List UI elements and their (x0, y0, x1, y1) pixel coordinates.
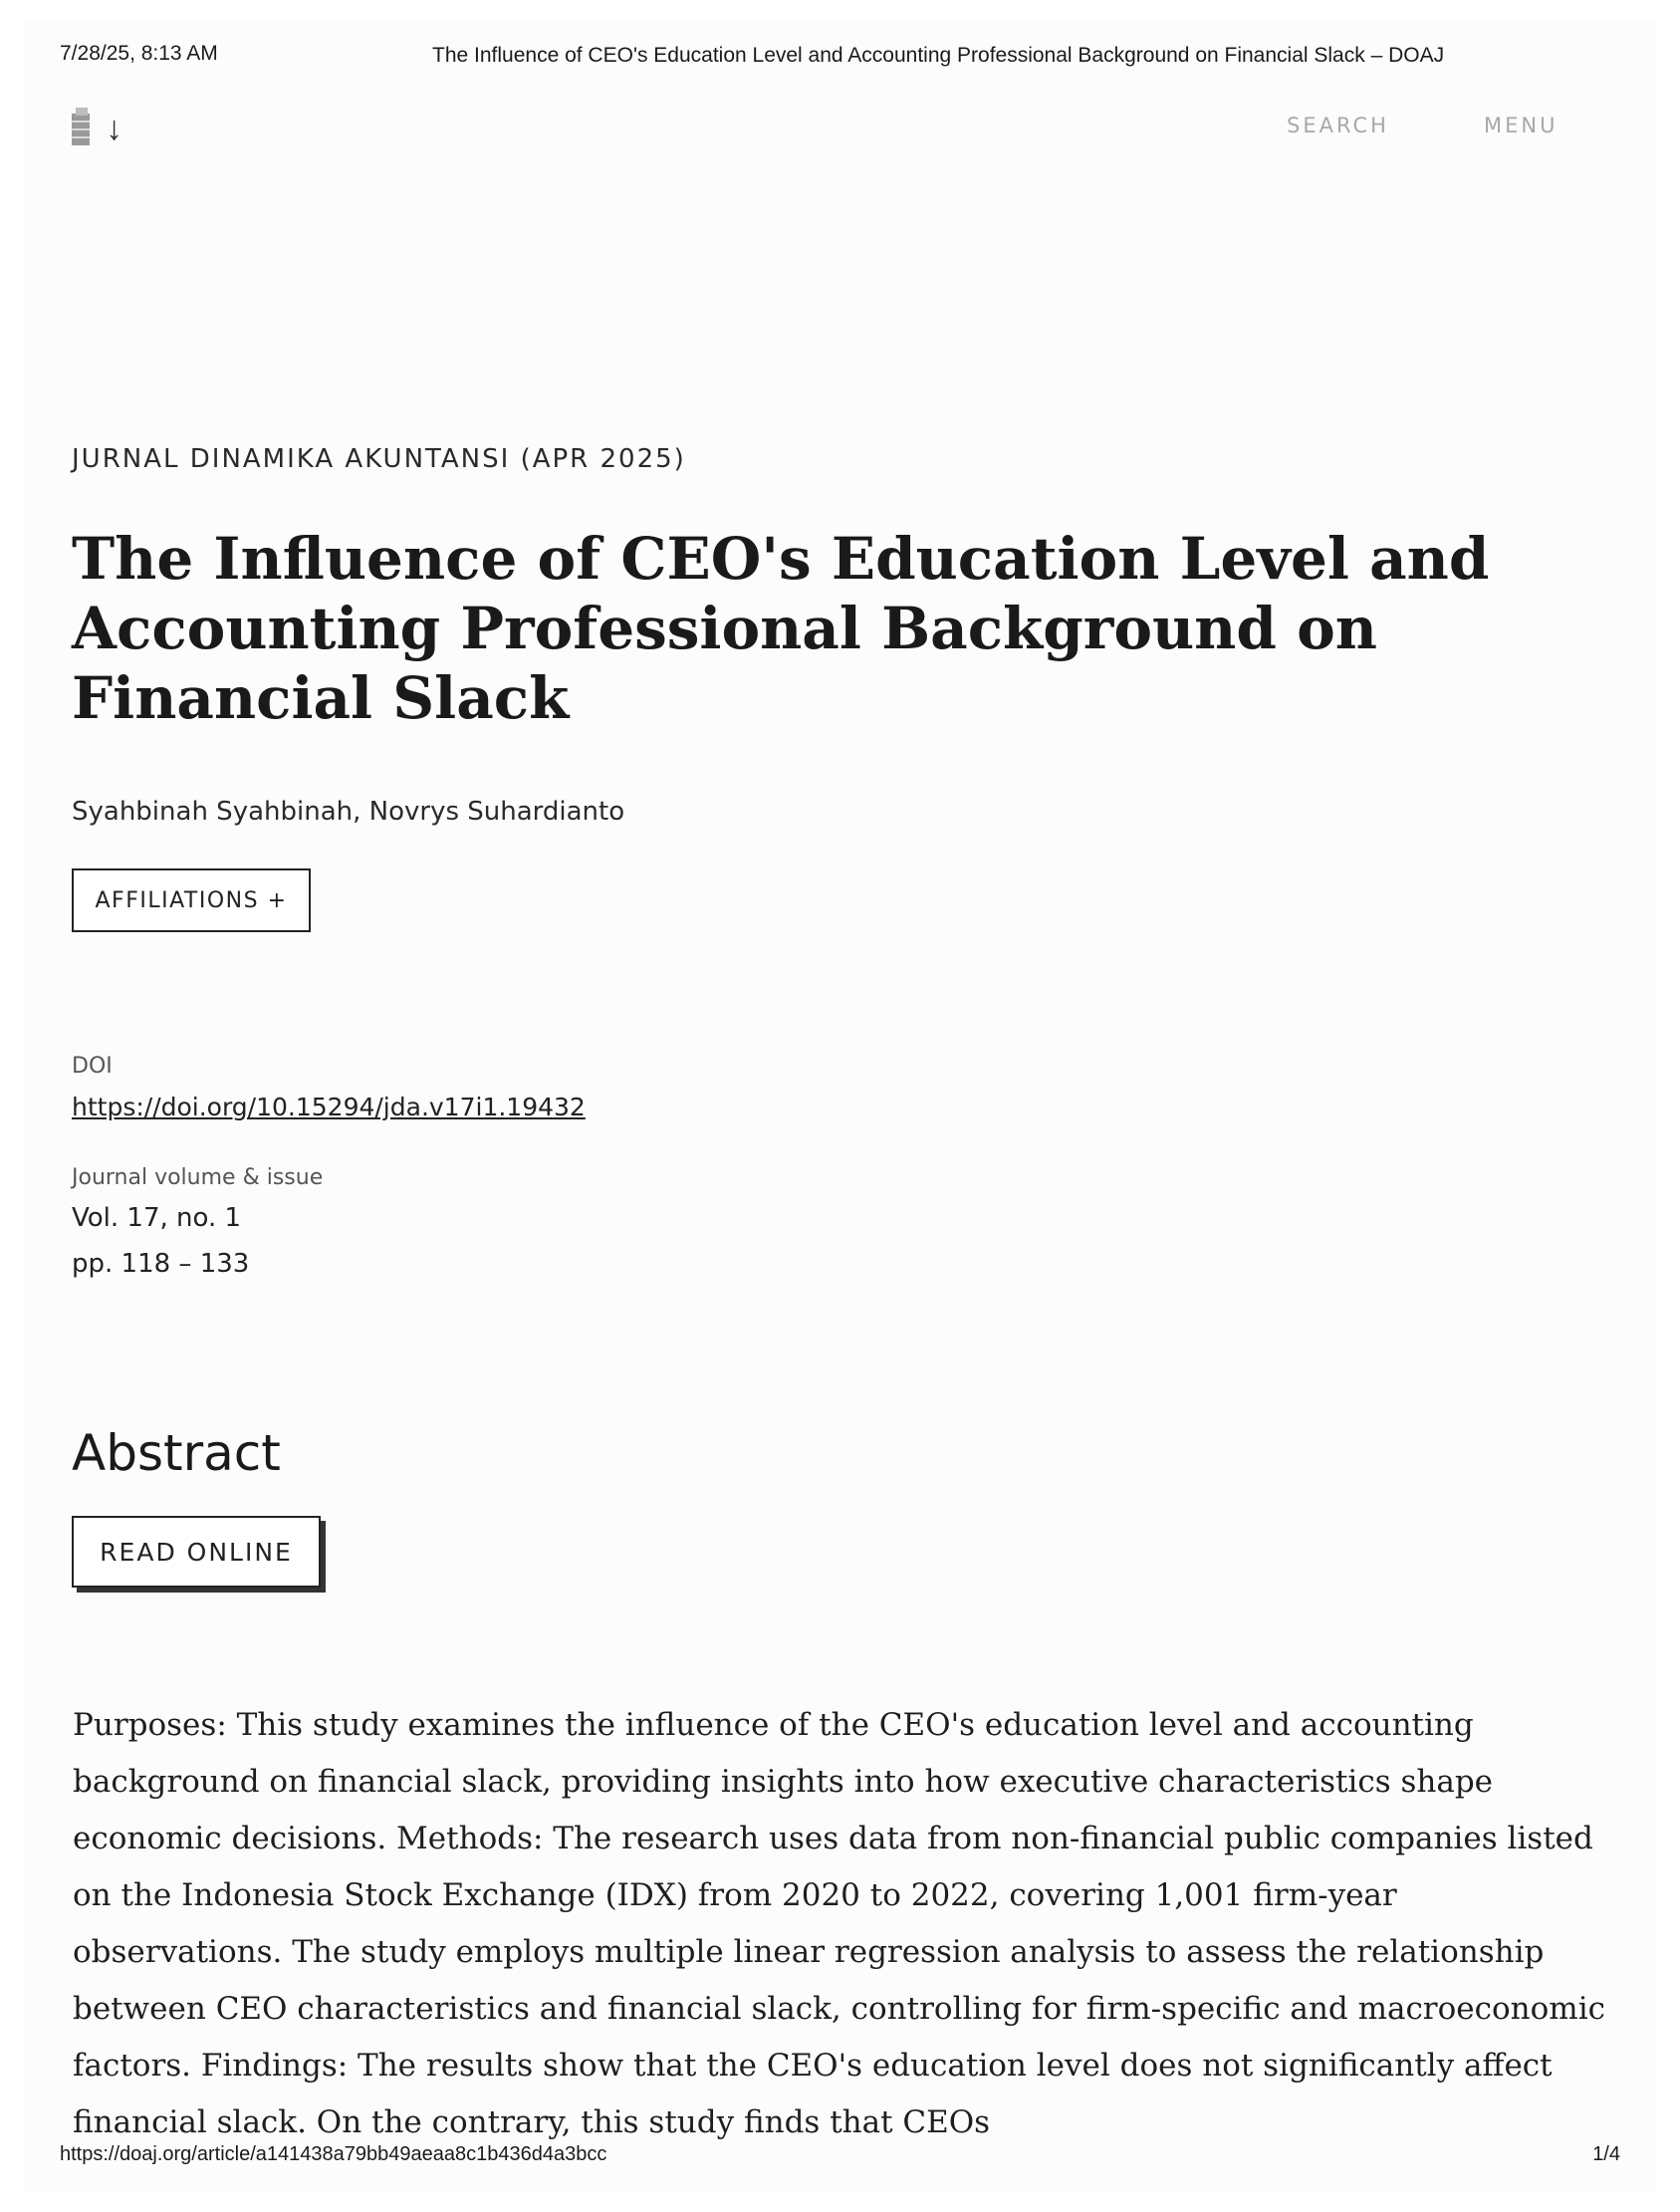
doi-label: DOI (72, 1054, 113, 1079)
article-title: The Influence of CEO's Education Level and Accounting Professional Background on Financial Slack (72, 525, 1490, 732)
pages-value: pp. 118 – 133 (72, 1249, 250, 1279)
arrow-down-icon[interactable]: ↓ (106, 110, 122, 147)
print-header (60, 42, 1620, 72)
journal-name: JURNAL DINAMIKA AKUNTANSI (APR 2025) (72, 444, 686, 474)
menu-link[interactable]: MENU (1484, 114, 1559, 137)
print-datetime: 7/28/25, 8:13 AM (60, 42, 218, 65)
search-link[interactable]: SEARCH (1287, 114, 1389, 137)
volume-value: Vol. 17, no. 1 (72, 1203, 242, 1233)
print-footer (60, 2143, 1620, 2169)
doaj-logo-icon[interactable] (70, 108, 94, 147)
print-page-title: The Influence of CEO's Education Level and Accounting Professional Background on Financial Slack – DOAJ (432, 44, 1445, 67)
doi-link[interactable]: https://doi.org/10.15294/jda.v17i1.19432 (72, 1093, 586, 1121)
print-page-number: 1/4 (1592, 2143, 1620, 2165)
print-url: https://doaj.org/article/a141438a79bb49aeaa8c1b436d4a3bcc (60, 2143, 607, 2165)
read-online-button[interactable]: READ ONLINE (72, 1516, 321, 1588)
abstract-text: Purposes: This study examines the influence of the CEO's education level and accounting background on financial slack, providing insights into how executive characteristics shape economic decisions. Methods: The research uses data from non-financial public companies listed on the Indonesia Stock Exchange (IDX) from 2020 to 2022, covering 1,001 firm-year observations. The study employs multiple linear regression analysis to assess the relationship between CEO characteristics and financial slack, controlling for firm-specific and macroeconomic factors. Findings: The results show that the CEO's education level does not significantly affect financial slack. On the contrary, this study finds that CEOs (73, 1707, 1605, 2140)
abstract-heading: Abstract (72, 1424, 281, 1482)
top-nav (70, 108, 1610, 147)
affiliations-button[interactable]: AFFILIATIONS + (72, 868, 311, 932)
volume-label: Journal volume & issue (72, 1165, 324, 1190)
article-authors: Syahbinah Syahbinah, Novrys Suhardianto (72, 797, 625, 827)
